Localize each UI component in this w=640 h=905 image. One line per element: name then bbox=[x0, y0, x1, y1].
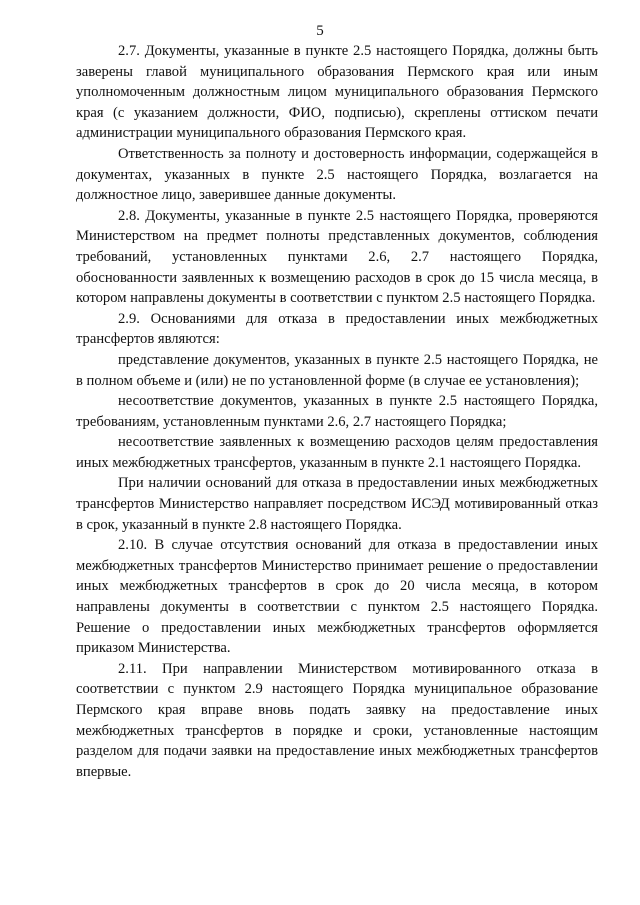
paragraph-refusal-reason-1: представление документов, указанных в пункте 2.5 настоящего Порядка, не в полном объеме и (или) не по установленной форме (в случае ее установления); bbox=[76, 351, 598, 389]
paragraph-2-11: 2.11. При направлении Министерством мотивированного отказа в соответствии с пунктом 2.9 настоящего Порядка муниципальное образование Пермского края вправе вновь подать заявку на предоставление иных межбюджетных трансфертов в порядке и сроки, установленные настоящим разделом для подачи заявки на предоставление иных межбюджетных трансфертов впервые. bbox=[76, 660, 598, 780]
paragraph-refusal-reason-3: несоответствие заявленных к возмещению расходов целям предоставления иных межбюджетных трансфертов, указанным в пункте 2.1 настоящего Порядка. bbox=[76, 434, 598, 471]
paragraph-refusal-reason-2: несоответствие документов, указанных в пункте 2.5 настоящего Порядка, требованиям, установленным пунктами 2.6, 2.7 настоящего Порядка; bbox=[76, 393, 598, 430]
paragraph-2-9: 2.9. Основаниями для отказа в предоставлении иных межбюджетных трансфертов являются: bbox=[76, 310, 598, 348]
paragraph-2-10: 2.10. В случае отсутствия оснований для отказа в предоставлении иных межбюджетных трансфертов Министерство принимает решение о предоставлении иных межбюджетных трансфертов в срок до 20 числа месяца, в котором направлены документы в соответствии с пунктом 2.5 настоящего Порядка. Решение о предоставлении иных межбюджетных трансфертов оформляется приказом Министерства. bbox=[76, 537, 598, 657]
paragraph-2-7: 2.7. Документы, указанные в пункте 2.5 настоящего Порядка, должны быть заверены главой муниципального образования Пермского края или иным уполномоченным должностным лицом муниципального образования Пермского края (с указанием должности, ФИО, подписью), скреплены оттиском печати администрации муниципального образования Пермского края. bbox=[76, 43, 598, 142]
paragraph-refusal-notice: При наличии оснований для отказа в предоставлении иных межбюджетных трансфертов Министерство направляет посредством ИСЭД мотивированный отказ в срок, указанный в пункте 2.8 настоящего Порядка. bbox=[76, 475, 598, 533]
document-body bbox=[76, 41, 598, 782]
page-number: 5 bbox=[316, 23, 324, 39]
paragraph-responsibility: Ответственность за полноту и достоверность информации, содержащейся в документах, указанных в пункте 2.5 настоящего Порядка, возлагается на должностное лицо, заверившее данные документы. bbox=[76, 145, 598, 204]
paragraph-2-8: 2.8. Документы, указанные в пункте 2.5 настоящего Порядка, проверяются Министерством на предмет полноты представленных документов, соблюдения требований, установленных пунктами 2.6, 2.7 настоящего Порядка, обоснованности заявленных к возмещению расходов в срок до 15 числа месяца, в котором направлены документы в соответствии с пунктом 2.5 настоящего Порядка. bbox=[76, 207, 598, 307]
